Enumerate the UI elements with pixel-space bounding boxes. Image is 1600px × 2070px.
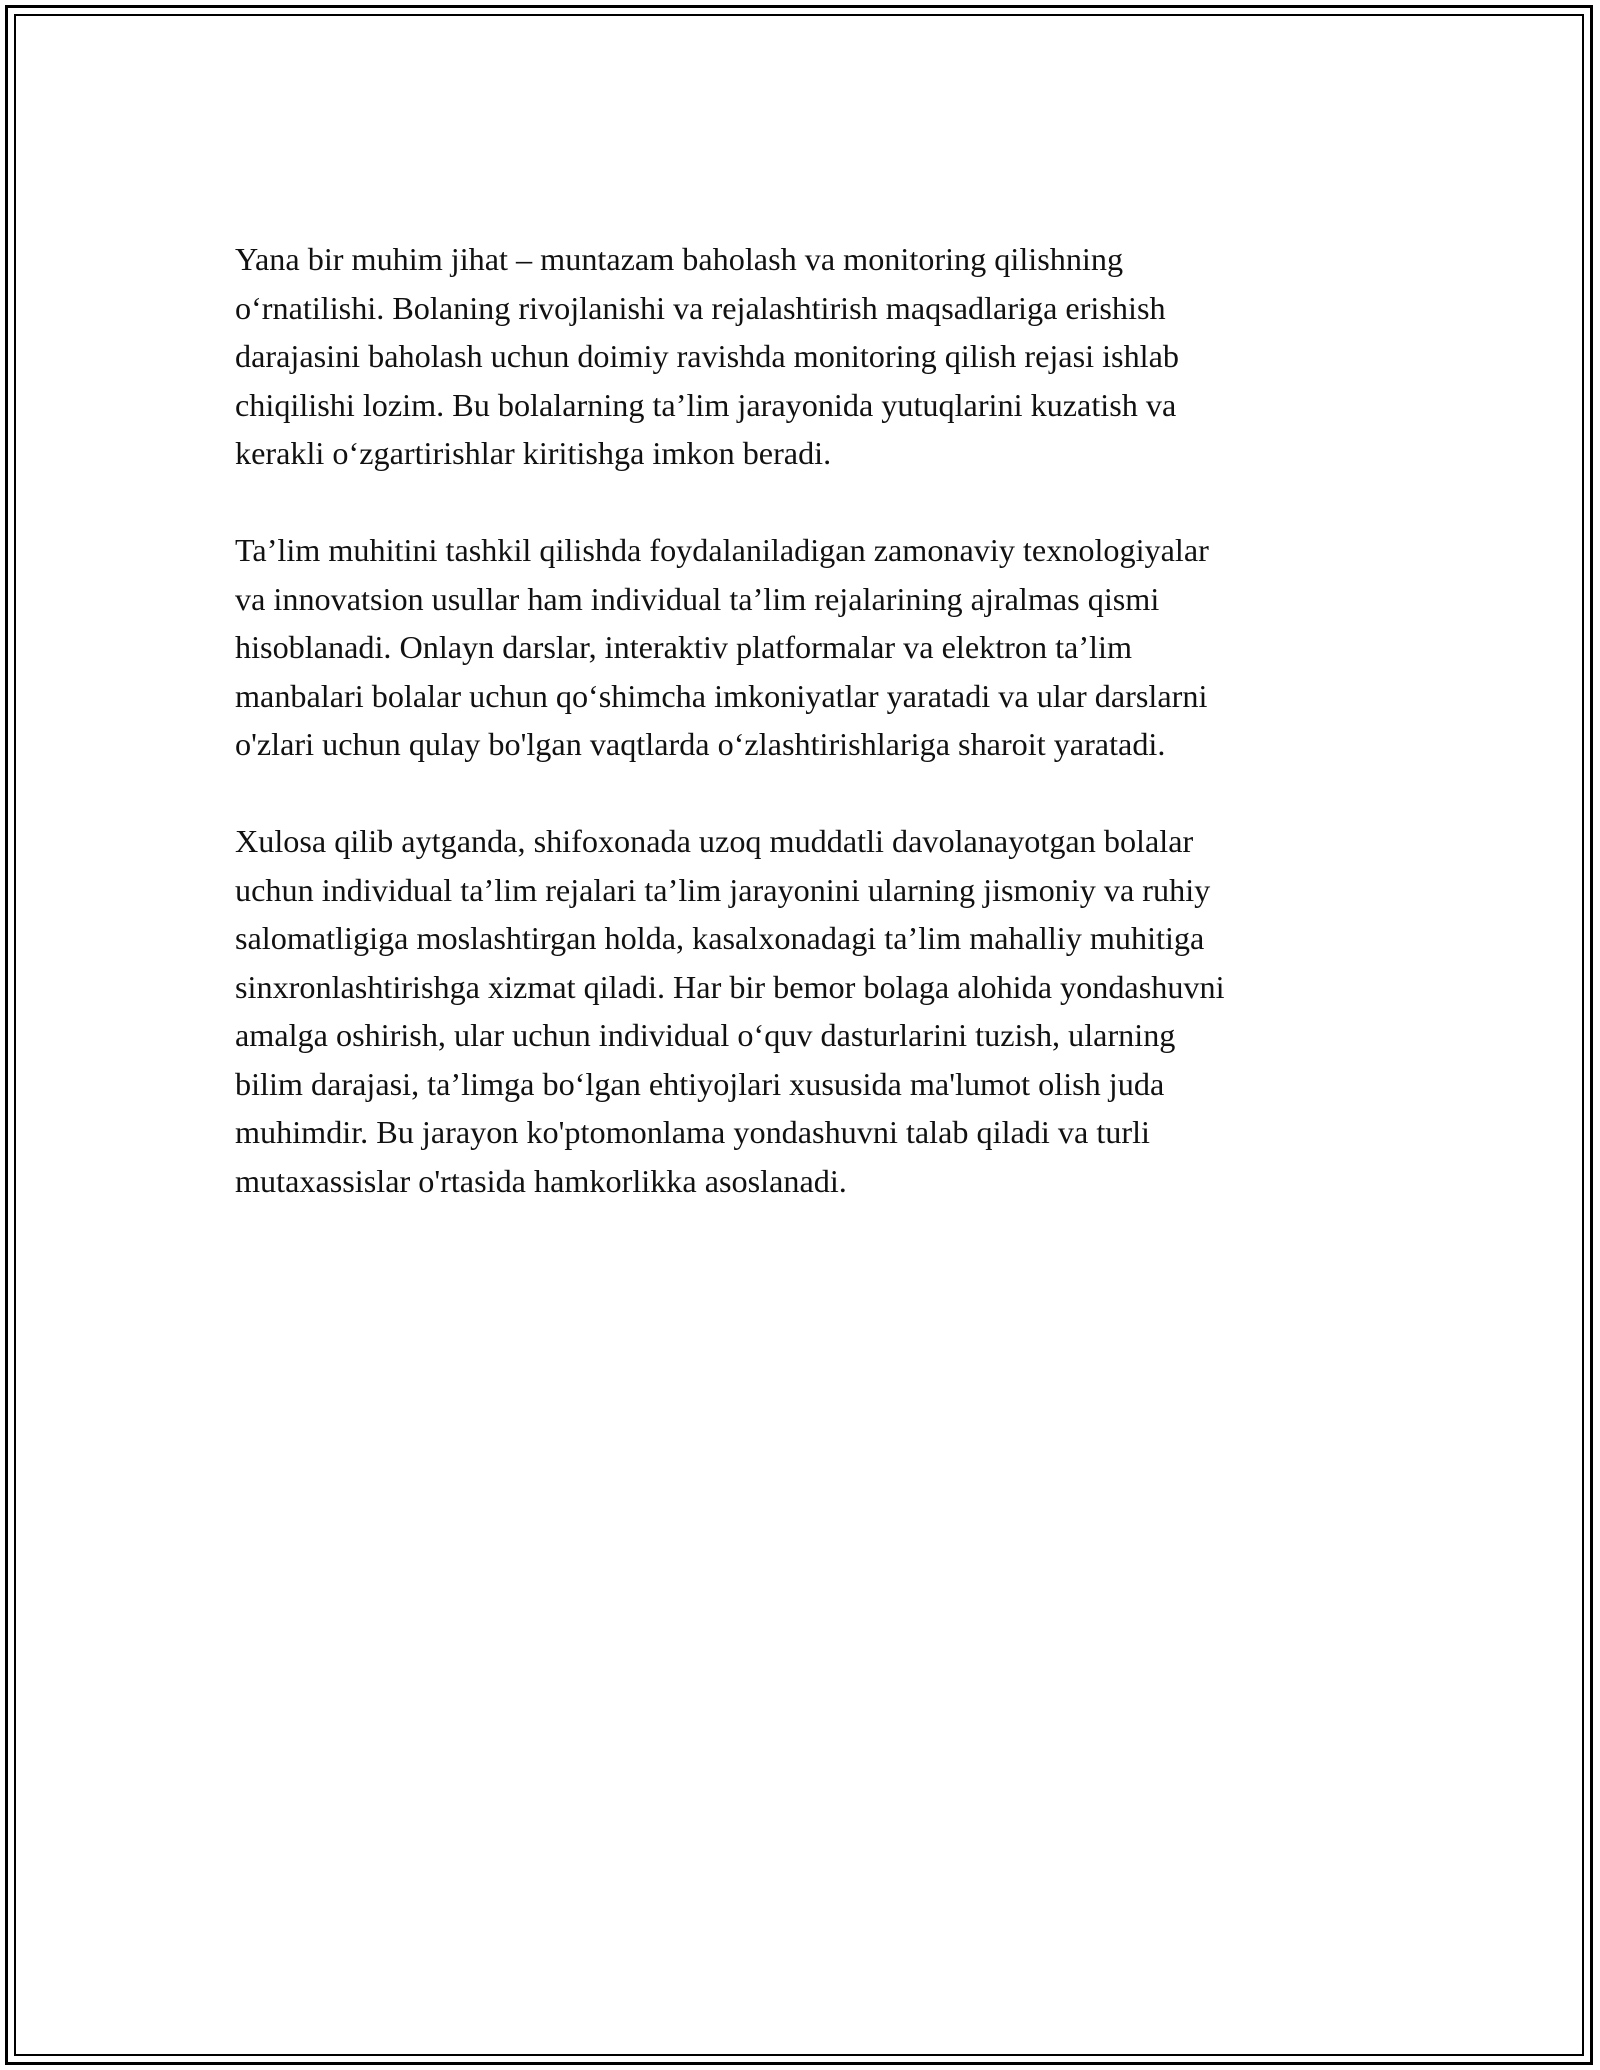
paragraph-monitoring	[235, 235, 1380, 478]
text-line: salomatligiga moslashtirgan holda, kasalxonadagi ta’lim mahalliy muhitiga	[235, 920, 1205, 956]
text-line: hisoblanadi. Onlayn darslar, interaktiv platformalar va elektron ta’lim	[235, 629, 1132, 665]
document-body	[235, 235, 1380, 1254]
text-line: Ta’lim muhitini tashkil qilishda foydalaniladigan zamonaviy texnologiyalar	[235, 532, 1209, 568]
text-line: uchun individual ta’lim rejalari ta’lim jarayonini ularning jismoniy va ruhiy	[235, 871, 1211, 908]
text-line: amalga oshirish, ular uchun individual o‘quv dasturlarini tuzish, ularning	[235, 1017, 1176, 1053]
paragraph-technologies	[235, 526, 1380, 769]
text-line: muhimdir. Bu jarayon ko'ptomonlama yondashuvni talab qiladi va turli	[235, 1114, 1150, 1150]
text-line: sinxronlashtirishga xizmat qiladi. Har bir bemor bolaga alohida yondashuvni	[235, 968, 1225, 1005]
text-line: kerakli o‘zgartirishlar kiritishga imkon beradi.	[235, 435, 832, 471]
text-line: Yana bir muhim jihat – muntazam baholash va monitoring qilishning	[235, 241, 1124, 277]
text-line: manbalari bolalar uchun qo‘shimcha imkoniyatlar yaratadi va ular darslarni	[235, 677, 1208, 714]
text-line: darajasini baholash uchun doimiy ravishda monitoring qilish rejasi ishlab	[235, 338, 1179, 374]
text-line: bilim darajasi, ta’limga bo‘lgan ehtiyojlari xususida ma'lumot olish juda	[235, 1065, 1165, 1102]
paragraph-conclusion	[235, 817, 1380, 1205]
text-line: o‘rnatilishi. Bolaning rivojlanishi va rejalashtirish maqsadlariga erishish	[235, 289, 1166, 326]
text-line: va innovatsion usullar ham individual ta’lim rejalarining ajralmas qismi	[235, 580, 1160, 617]
text-line: o'zlari uchun qulay bo'lgan vaqtlarda o‘zlashtirishlariga sharoit yaratadi.	[235, 726, 1166, 762]
text-line: mutaxassislar o'rtasida hamkorlikka asoslanadi.	[235, 1162, 847, 1199]
text-line: chiqilishi lozim. Bu bolalarning ta’lim jarayonida yutuqlarini kuzatish va	[235, 386, 1177, 423]
text-line: Xulosa qilib aytganda, shifoxonada uzoq muddatli davolanayotgan bolalar	[235, 823, 1194, 859]
